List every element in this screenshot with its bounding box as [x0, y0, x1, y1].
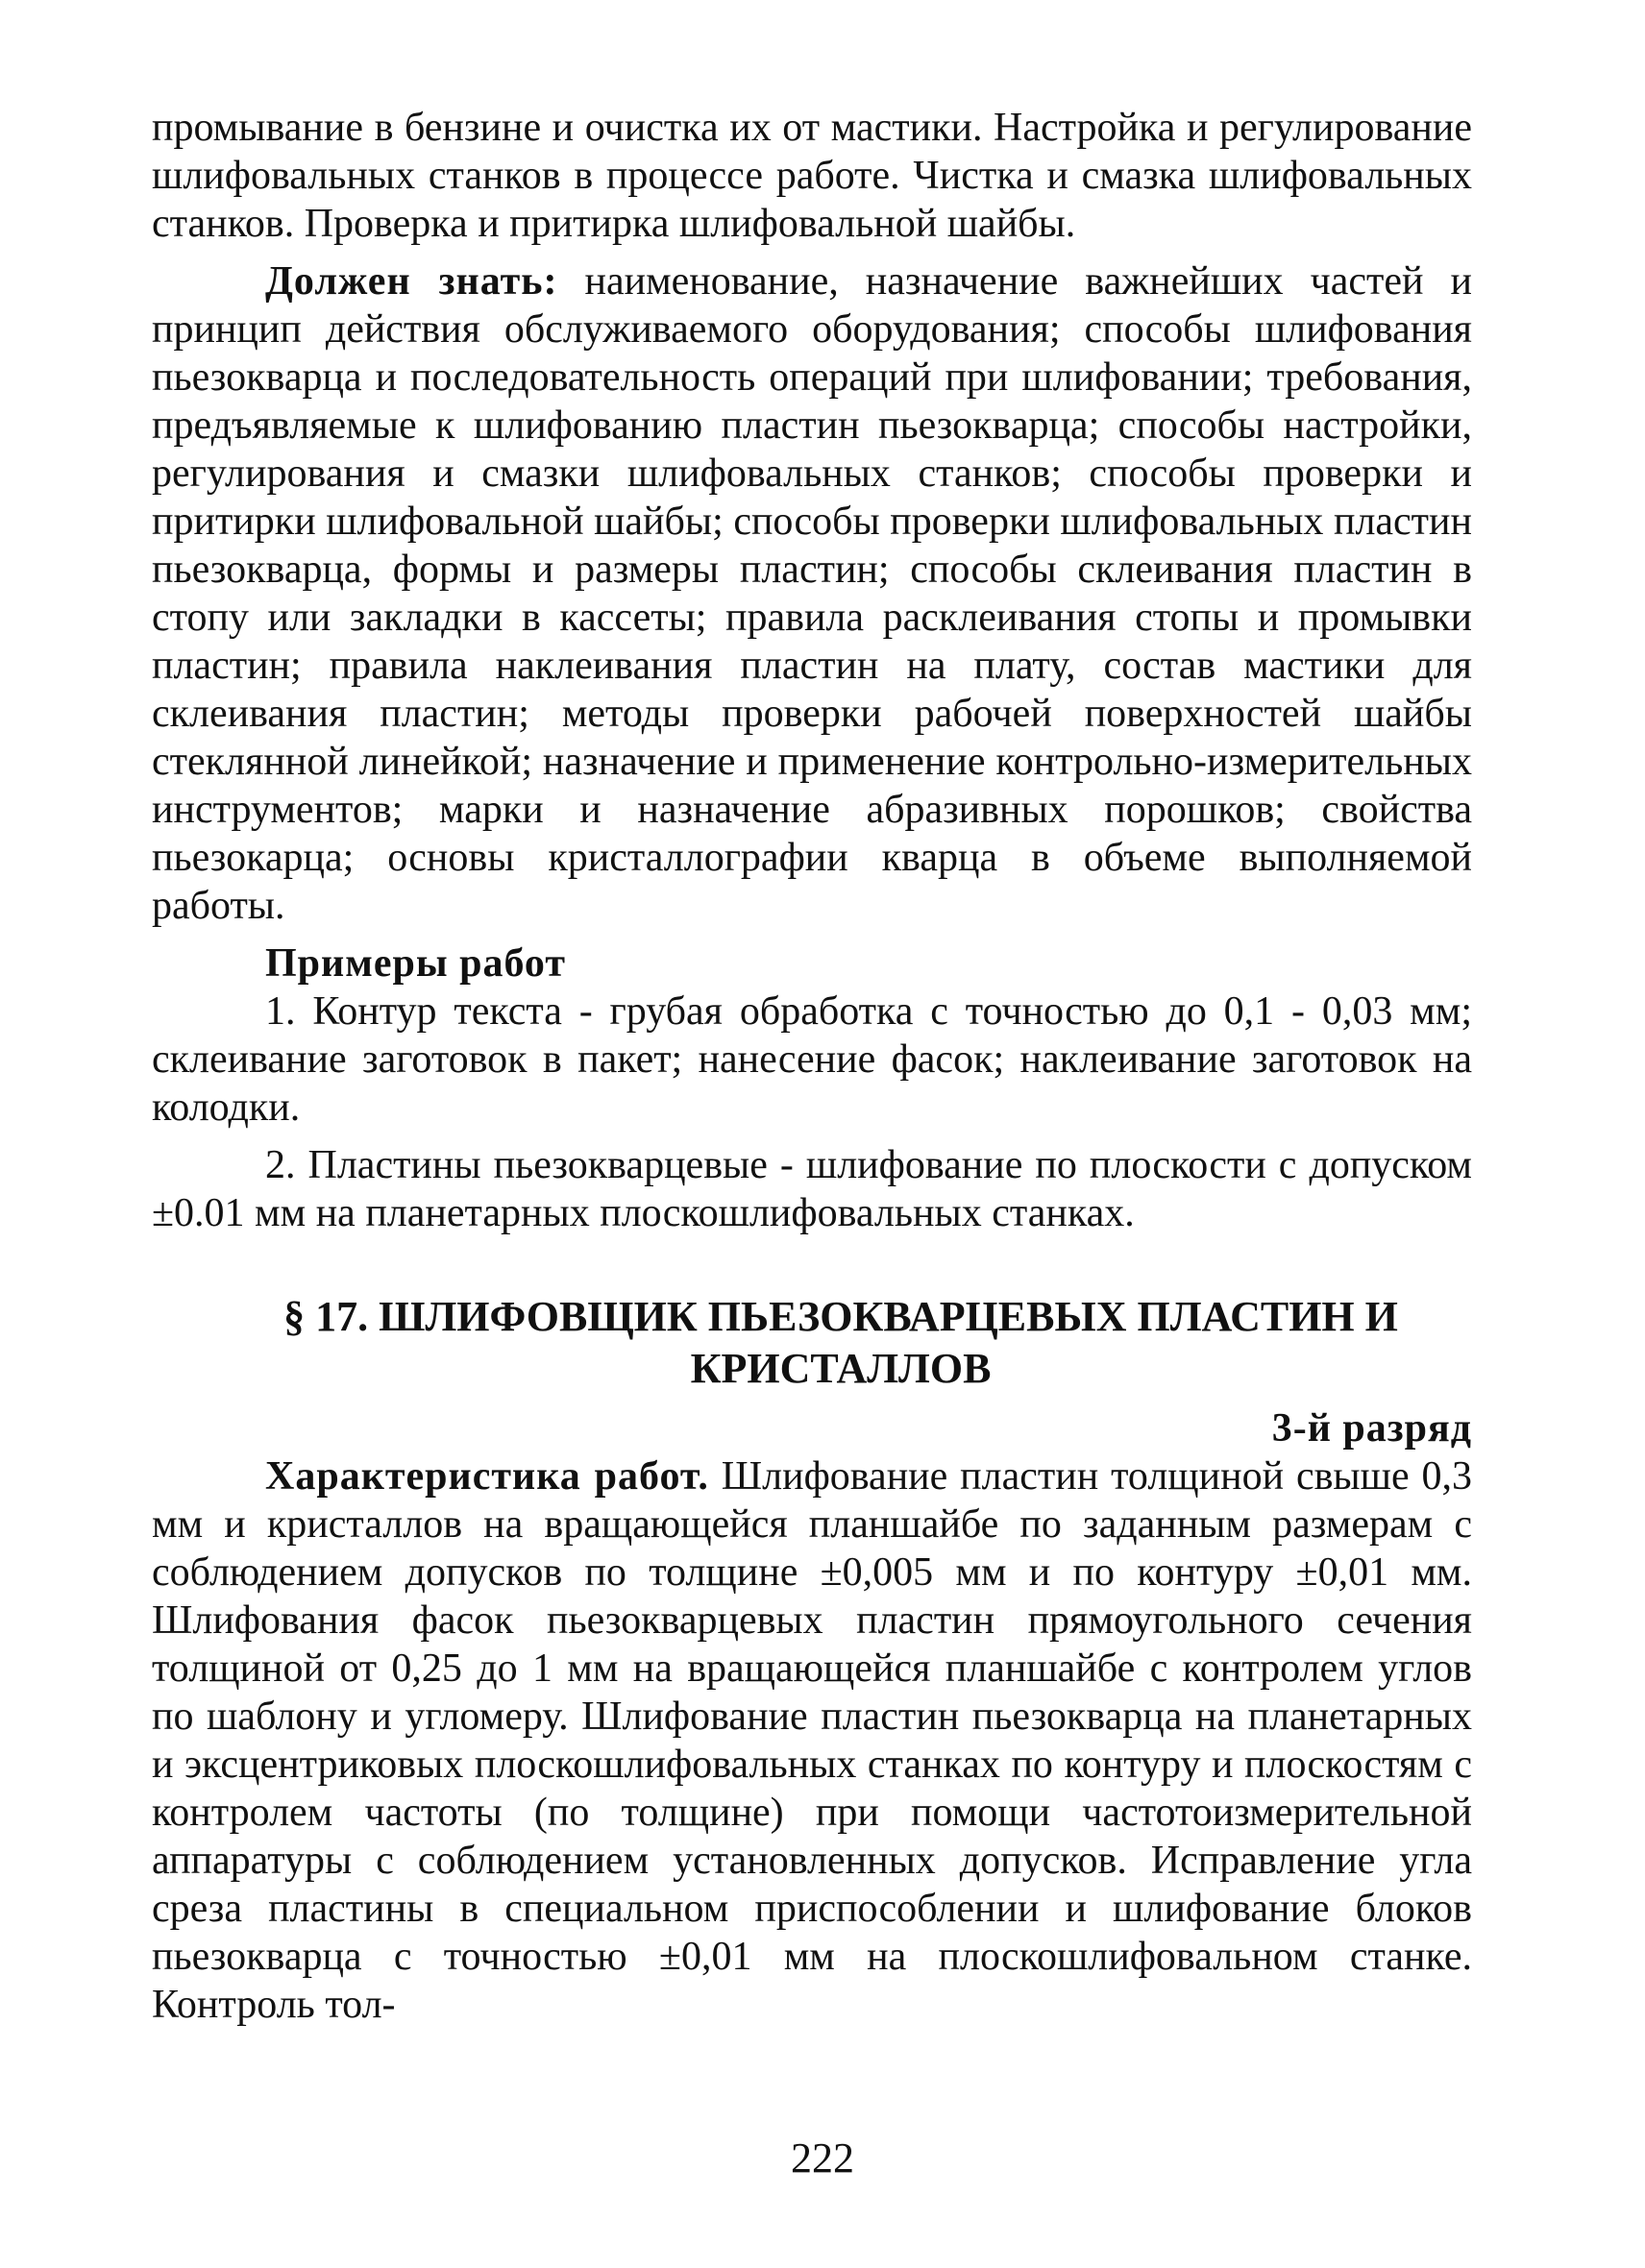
page-content	[152, 104, 1472, 2029]
characteristics-label: Характеристика работ.	[265, 1454, 709, 1499]
example-item-1: 1. Контур текста - грубая обработка с точностью до 0,1 - 0,03 мм; склеивание заготовок в пакет; нанесение фасок; наклеивание заготовок на колодки.	[152, 989, 1472, 1130]
page-number: 222	[791, 2134, 854, 2182]
characteristics-text: Шлифование пластин толщиной свыше 0,3 мм и кристаллов на вращающейся планшайбе по заданным размерам с соблюдением допусков по толщине ±0,005 мм и по контуру ±0,01 мм. Шлифования фасок пьезокварцевых пластин прямоугольного сечения толщиной от 0,25 до 1 мм на вращающейся планшайбе с контролем углов по шаблону и угломеру. Шлифование пластин пьезокварца на планетарных и эксцентриковых плоскошлифовальных станках по контуру и плоскостям с контролем частоты (по толщине) при помощи частотоизмерительной аппаратуры с соблюдением установленных допусков. Исправление угла среза пластины в специальном приспособлении и шлифование блоков пьезокварца с точностью ±0,01 мм на плоскошлифовальном станке. Контроль тол-	[152, 1454, 1472, 2027]
characteristics-paragraph	[152, 1452, 1472, 2029]
must-know-paragraph	[152, 257, 1472, 930]
must-know-label: Должен знать:	[265, 259, 558, 304]
section-title: § 17. ШЛИФОВЩИК ПЬЕЗОКВАРЦЕВЫХ ПЛАСТИН И КРИСТАЛЛОВ	[283, 1293, 1398, 1392]
continuation-paragraph: промывание в бензине и очистка их от мастики. Настройка и регулирование шлифовальных станков в процессе работе. Чистка и смазка шлифовальных станков. Проверка и притирка шлифовальной шайбы.	[152, 106, 1472, 246]
example-item-2: 2. Пластины пьезокварцевые - шлифование по плоскости с допуском ±0.01 мм на планетарных плоскошлифовальных станках.	[152, 1143, 1472, 1235]
examples-heading: Примеры работ	[265, 941, 567, 986]
must-know-text: наименование, назначение важнейших частей и принцип действия обслуживаемого оборудования; способы шлифования пьезокварца и последовательность операций при шлифовании; требования, предъявляемые к шлифованию пластин пьезокварца; способы настройки, регулирования и смазки шлифовальных станков; способы проверки и притирки шлифовальной шайбы; способы проверки шлифовальных пластин пьезокварца, формы и размеры пластин; способы склеивания пластин в стопу или закладки в кассеты; правила расклеивания стопы и промывки пластин; правила наклеивания пластин на плату, состав мастики для склеивания пластин; методы проверки рабочей поверхностей шайбы стеклянной линейкой; назначение и применение контрольно-измерительных инструментов; марки и назначение абразивных порошков; свойства пьезокарца; основы кристаллографии кварца в объеме выполняемой работы.	[152, 259, 1472, 928]
grade-label: 3-й разряд	[1271, 1406, 1472, 1451]
